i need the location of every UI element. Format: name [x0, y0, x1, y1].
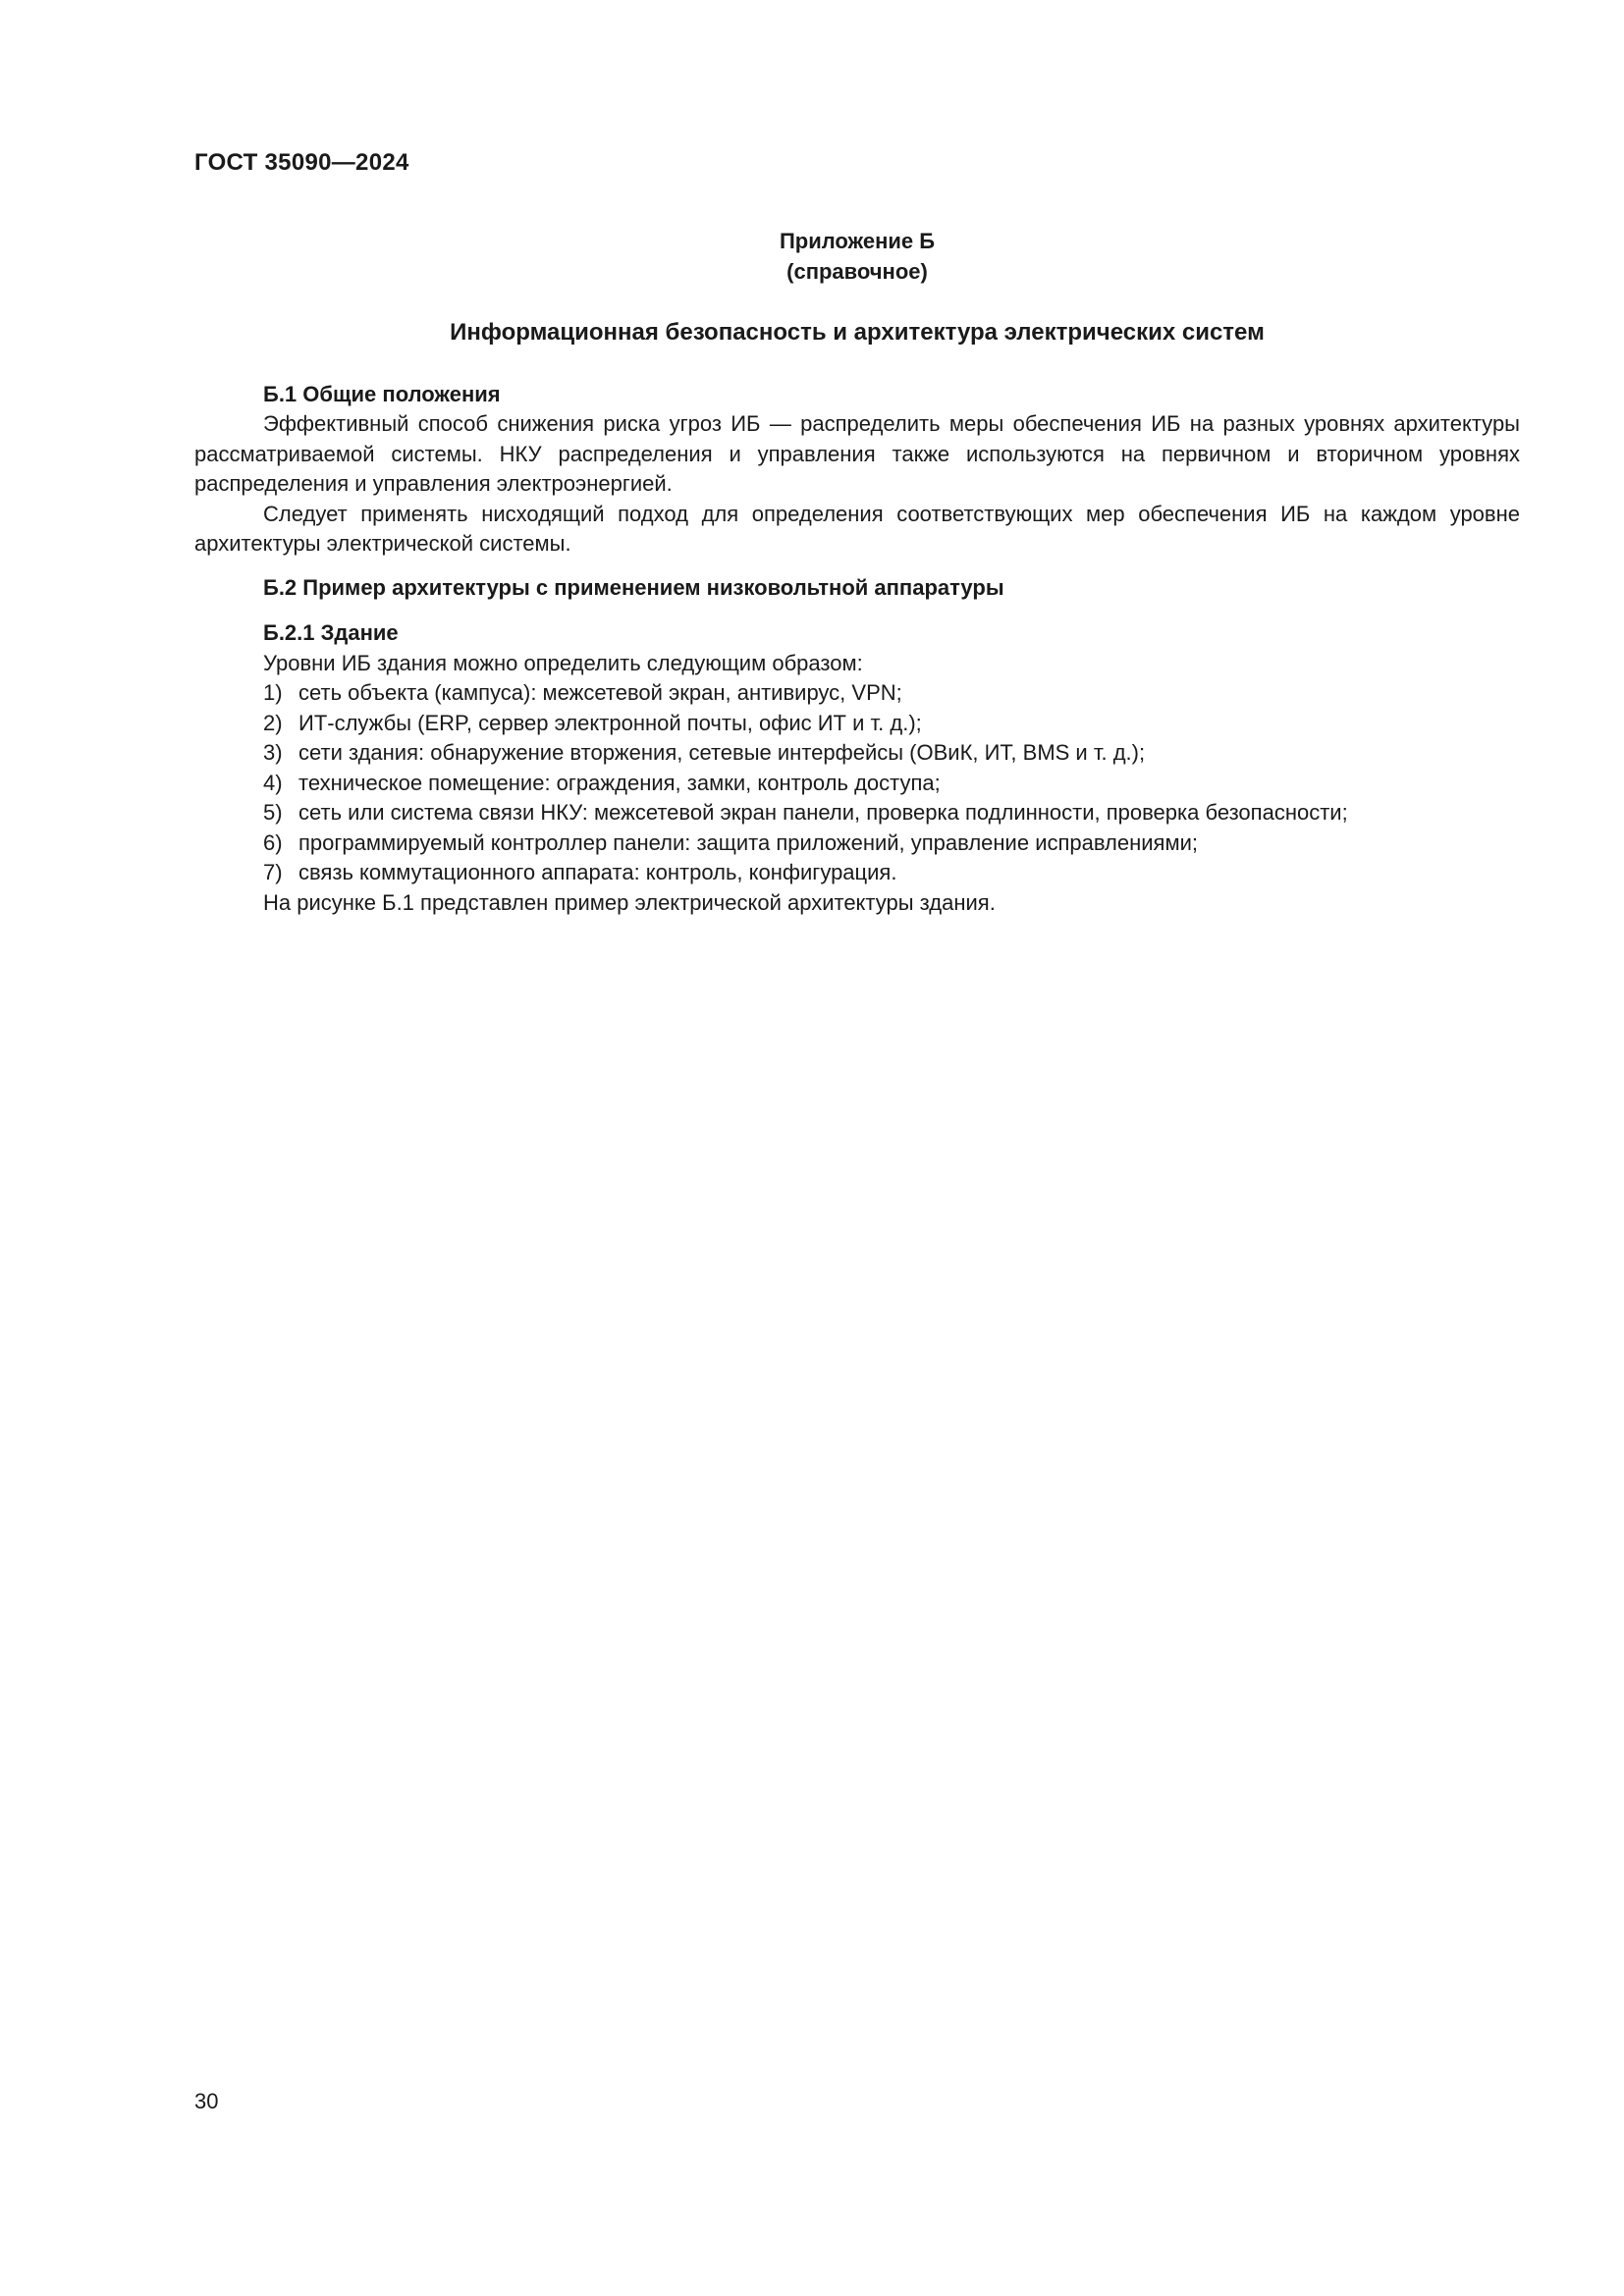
list-item-text: ИТ-службы (ERP, сервер электронной почты, офис ИТ и т. д.);: [298, 710, 922, 735]
list-item: [194, 769, 1520, 799]
list-item-number: 3): [263, 740, 283, 765]
list-item-number: 4): [263, 770, 283, 795]
page-number: 30: [194, 2089, 219, 2113]
page-content: [194, 226, 1520, 918]
document-code: ГОСТ 35090—2024: [194, 149, 409, 176]
section-b21-heading: Б.2.1 Здание: [263, 620, 399, 645]
list-item-text: программируемый контроллер панели: защита приложений, управление исправлениями;: [298, 829, 1198, 855]
appendix-title: Информационная безопасность и архитектура электрических систем: [450, 319, 1265, 346]
section-b1-paragraph-2: Следует применять нисходящий подход для определения соответствующих мер обеспечения ИБ на каждом уровне архитектуры электрической системы.: [194, 501, 1520, 556]
security-levels-list: [194, 678, 1520, 888]
list-item-text: сети здания: обнаружение вторжения, сетевые интерфейсы (ОВиК, ИТ, BMS и т. д.);: [298, 740, 1146, 765]
section-b21-intro: Уровни ИБ здания можно определить следующим образом:: [263, 650, 863, 675]
list-item-text: техническое помещение: ограждения, замки, контроль доступа;: [298, 770, 941, 795]
list-item: [194, 738, 1520, 769]
section-b1-paragraph-1: Эффективный способ снижения риска угроз ИБ — распределить меры обеспечения ИБ на разных уровнях архитектуры рассматриваемой системы. НКУ распределения и управления также используются на первичном и вторичном уровнях распределения и управления электроэнергией.: [194, 411, 1520, 496]
list-item-number: 2): [263, 710, 283, 735]
list-item: [194, 678, 1520, 709]
list-item-number: 6): [263, 829, 283, 855]
list-item-number: 5): [263, 800, 283, 825]
list-item-text: сеть объекта (кампуса): межсетевой экран, антивирус, VPN;: [298, 680, 902, 705]
list-item: [194, 798, 1520, 828]
list-item-text: сеть или система связи НКУ: межсетевой экран панели, проверка подлинности, проверка безопасности;: [298, 800, 1348, 825]
list-item: [194, 828, 1520, 859]
list-item: [194, 709, 1520, 739]
appendix-label: Приложение Б: [779, 229, 936, 253]
section-b21-closing: На рисунке Б.1 представлен пример электрической архитектуры здания.: [263, 889, 996, 915]
list-item-number: 1): [263, 680, 283, 705]
list-item-number: 7): [263, 860, 283, 884]
section-b1-heading: Б.1 Общие положения: [263, 381, 501, 406]
section-b2-heading: Б.2 Пример архитектуры с применением низковольтной аппаратуры: [263, 574, 1004, 600]
list-item: [194, 858, 1520, 888]
list-item-text: связь коммутационного аппарата: контроль, конфигурация.: [298, 860, 897, 884]
appendix-kind: (справочное): [786, 259, 928, 284]
